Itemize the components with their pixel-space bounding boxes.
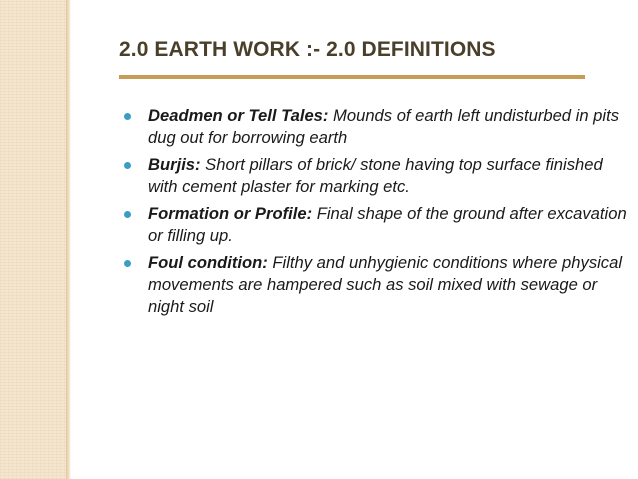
definitions-list	[124, 105, 629, 323]
bullet-icon	[124, 113, 131, 120]
list-item	[124, 105, 629, 149]
list-item	[124, 252, 629, 318]
left-decorative-band	[0, 0, 66, 479]
list-item	[124, 154, 629, 198]
bullet-icon	[124, 162, 131, 169]
title-underline	[119, 75, 585, 79]
definition-text: Final shape of the ground after excavation or filling up.	[148, 204, 627, 245]
definition-term: Foul condition:	[148, 253, 268, 272]
definition-term: Burjis:	[148, 155, 201, 174]
definition-text: Mounds of earth left undisturbed in pits dug out for borrowing earth	[148, 106, 619, 147]
definition-text: Short pillars of brick/ stone having top surface finished with cement plaster for marking etc.	[148, 155, 603, 196]
slide-title: 2.0 EARTH WORK :- 2.0 DEFINITIONS	[119, 38, 496, 61]
definition-term: Formation or Profile:	[148, 204, 313, 223]
band-edge	[66, 0, 71, 479]
list-item	[124, 203, 629, 247]
definition-text: Filthy and unhygienic conditions where physical movements are hampered such as soil mixed with sewage or night soil	[148, 253, 623, 316]
bullet-icon	[124, 260, 131, 267]
bullet-icon	[124, 211, 131, 218]
definition-term: Deadmen or Tell Tales:	[148, 106, 329, 125]
